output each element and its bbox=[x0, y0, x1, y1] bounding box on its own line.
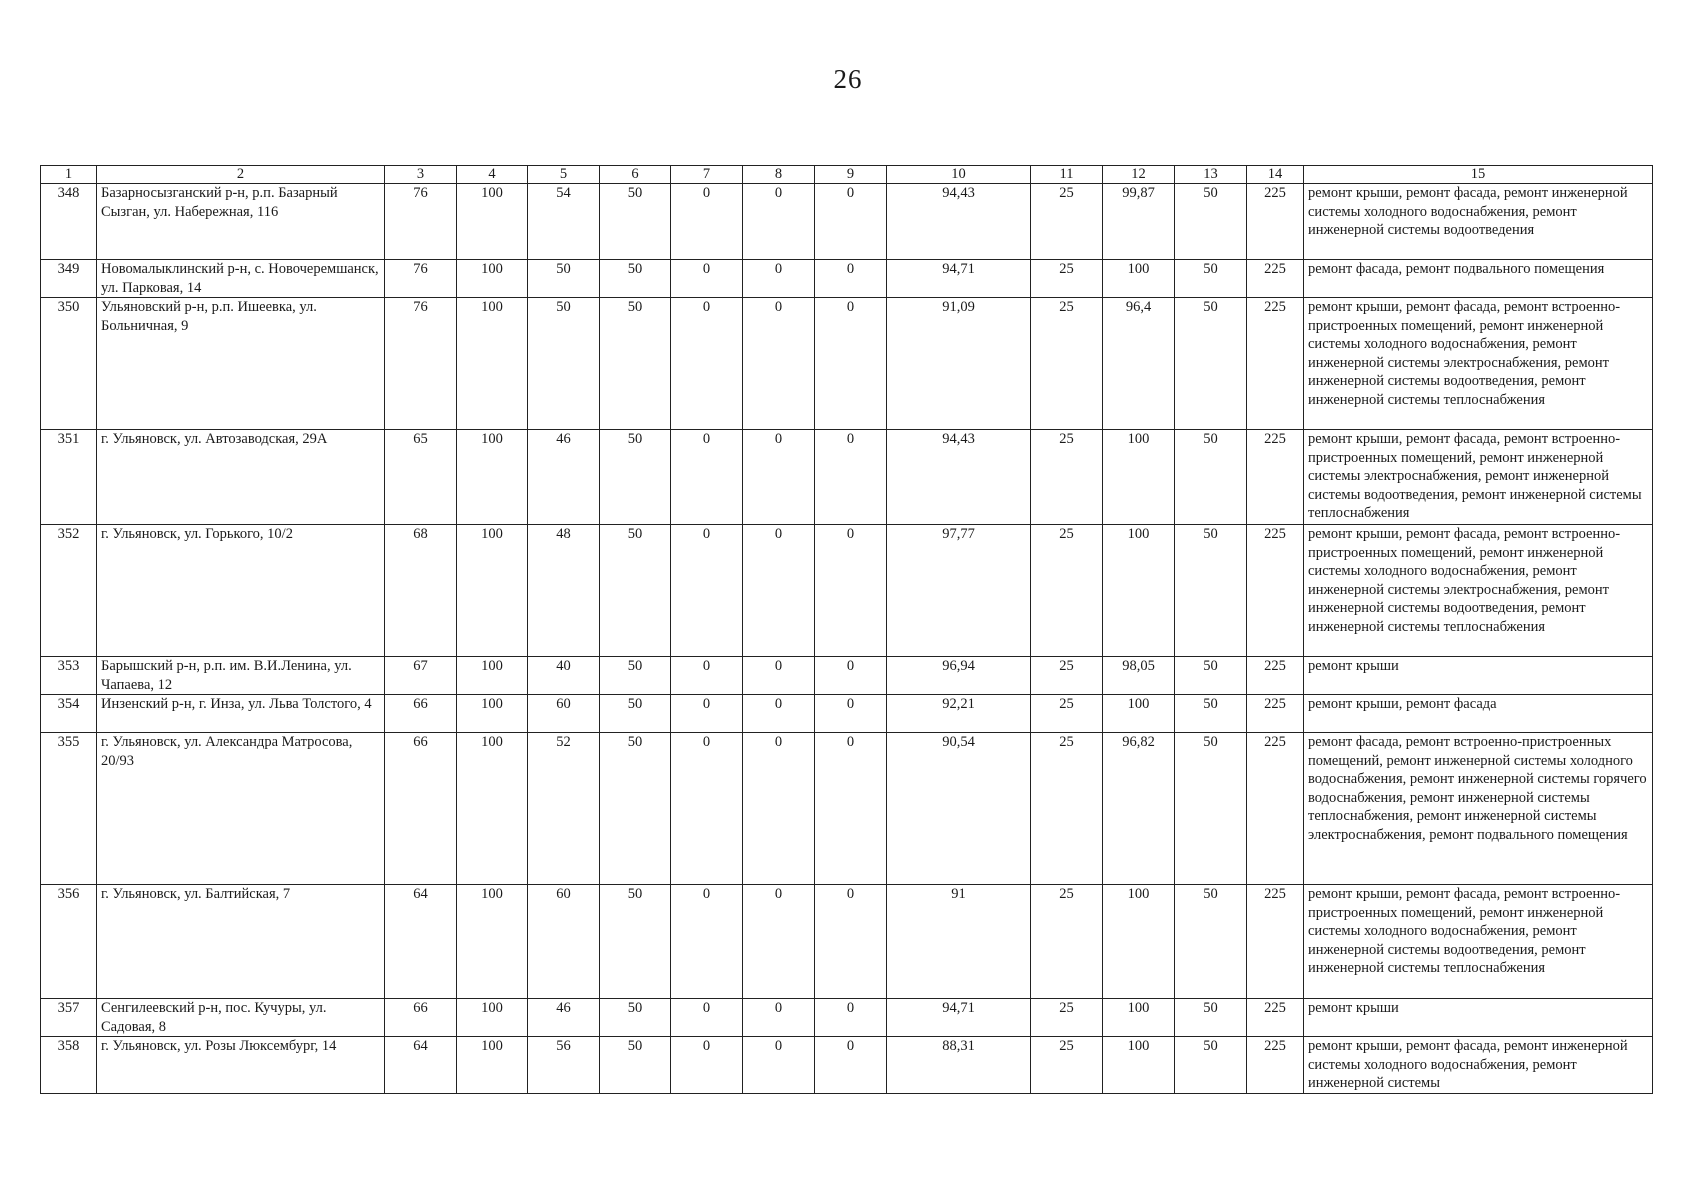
col-5-value: 50 bbox=[528, 260, 600, 298]
col-12-value: 100 bbox=[1103, 999, 1175, 1037]
col-10-value: 88,31 bbox=[887, 1037, 1031, 1094]
col-14-value: 225 bbox=[1247, 1037, 1304, 1094]
col-5-value: 46 bbox=[528, 999, 600, 1037]
col-10-value: 90,54 bbox=[887, 733, 1031, 885]
col-3-value: 65 bbox=[385, 430, 457, 525]
col-11-value: 25 bbox=[1031, 430, 1103, 525]
table-row bbox=[41, 657, 1653, 695]
col-7-value: 0 bbox=[671, 1037, 743, 1094]
col-4-value: 100 bbox=[457, 298, 528, 430]
col-3-value: 76 bbox=[385, 260, 457, 298]
row-number: 355 bbox=[41, 733, 97, 885]
col-6-value: 50 bbox=[600, 298, 671, 430]
works-list: ремонт крыши, ремонт фасада, ремонт инженерной системы холодного водоснабжения, ремонт инженерной системы водоотведения bbox=[1304, 184, 1653, 260]
col-8-value: 0 bbox=[743, 298, 815, 430]
col-5-value: 56 bbox=[528, 1037, 600, 1094]
col-12-value: 100 bbox=[1103, 260, 1175, 298]
col-4-value: 100 bbox=[457, 885, 528, 999]
table-row bbox=[41, 184, 1653, 260]
col-3-value: 64 bbox=[385, 885, 457, 999]
col-10-value: 94,71 bbox=[887, 999, 1031, 1037]
column-header: 2 bbox=[97, 166, 385, 184]
col-7-value: 0 bbox=[671, 733, 743, 885]
col-8-value: 0 bbox=[743, 885, 815, 999]
col-7-value: 0 bbox=[671, 885, 743, 999]
col-7-value: 0 bbox=[671, 298, 743, 430]
col-8-value: 0 bbox=[743, 695, 815, 733]
col-12-value: 100 bbox=[1103, 695, 1175, 733]
col-10-value: 96,94 bbox=[887, 657, 1031, 695]
table-row bbox=[41, 733, 1653, 885]
col-8-value: 0 bbox=[743, 657, 815, 695]
row-number: 352 bbox=[41, 525, 97, 657]
col-14-value: 225 bbox=[1247, 430, 1304, 525]
table-row bbox=[41, 260, 1653, 298]
col-3-value: 66 bbox=[385, 695, 457, 733]
col-12-value: 96,82 bbox=[1103, 733, 1175, 885]
table-row bbox=[41, 1037, 1653, 1094]
col-4-value: 100 bbox=[457, 695, 528, 733]
address: Барышский р-н, р.п. им. В.И.Ленина, ул. Чапаева, 12 bbox=[97, 657, 385, 695]
col-9-value: 0 bbox=[815, 657, 887, 695]
column-header: 12 bbox=[1103, 166, 1175, 184]
col-6-value: 50 bbox=[600, 695, 671, 733]
table-body bbox=[41, 166, 1653, 1094]
col-12-value: 99,87 bbox=[1103, 184, 1175, 260]
col-10-value: 94,43 bbox=[887, 430, 1031, 525]
col-3-value: 66 bbox=[385, 733, 457, 885]
col-8-value: 0 bbox=[743, 260, 815, 298]
col-12-value: 100 bbox=[1103, 1037, 1175, 1094]
column-header: 9 bbox=[815, 166, 887, 184]
col-8-value: 0 bbox=[743, 430, 815, 525]
column-header: 13 bbox=[1175, 166, 1247, 184]
col-14-value: 225 bbox=[1247, 657, 1304, 695]
col-14-value: 225 bbox=[1247, 184, 1304, 260]
works-list: ремонт крыши, ремонт фасада bbox=[1304, 695, 1653, 733]
col-10-value: 94,71 bbox=[887, 260, 1031, 298]
col-14-value: 225 bbox=[1247, 260, 1304, 298]
table-row bbox=[41, 695, 1653, 733]
col-9-value: 0 bbox=[815, 525, 887, 657]
works-list: ремонт крыши, ремонт фасада, ремонт инженерной системы холодного водоснабжения, ремонт инженерной системы bbox=[1304, 1037, 1653, 1094]
col-13-value: 50 bbox=[1175, 430, 1247, 525]
address: Новомалыклинский р-н, с. Новочеремшанск, ул. Парковая, 14 bbox=[97, 260, 385, 298]
works-list: ремонт крыши, ремонт фасада, ремонт встроенно-пристроенных помещений, ремонт инженерной системы электроснабжения, ремонт инженерной системы водоотведения, ремонт инженерной системы теплоснабжения bbox=[1304, 430, 1653, 525]
col-4-value: 100 bbox=[457, 184, 528, 260]
row-number: 349 bbox=[41, 260, 97, 298]
col-11-value: 25 bbox=[1031, 260, 1103, 298]
col-4-value: 100 bbox=[457, 999, 528, 1037]
col-14-value: 225 bbox=[1247, 999, 1304, 1037]
col-13-value: 50 bbox=[1175, 260, 1247, 298]
col-3-value: 76 bbox=[385, 298, 457, 430]
col-11-value: 25 bbox=[1031, 184, 1103, 260]
col-14-value: 225 bbox=[1247, 885, 1304, 999]
col-8-value: 0 bbox=[743, 525, 815, 657]
col-8-value: 0 bbox=[743, 1037, 815, 1094]
col-9-value: 0 bbox=[815, 999, 887, 1037]
col-9-value: 0 bbox=[815, 260, 887, 298]
works-list: ремонт крыши bbox=[1304, 657, 1653, 695]
works-list: ремонт крыши, ремонт фасада, ремонт встроенно-пристроенных помещений, ремонт инженерной системы холодного водоснабжения, ремонт инженерной системы водоотведения, ремонт инженерной системы теплоснабжения bbox=[1304, 885, 1653, 999]
col-9-value: 0 bbox=[815, 298, 887, 430]
col-10-value: 97,77 bbox=[887, 525, 1031, 657]
col-10-value: 91 bbox=[887, 885, 1031, 999]
col-13-value: 50 bbox=[1175, 657, 1247, 695]
col-12-value: 100 bbox=[1103, 430, 1175, 525]
col-9-value: 0 bbox=[815, 733, 887, 885]
col-7-value: 0 bbox=[671, 525, 743, 657]
column-header: 6 bbox=[600, 166, 671, 184]
col-5-value: 52 bbox=[528, 733, 600, 885]
col-5-value: 50 bbox=[528, 298, 600, 430]
column-header: 1 bbox=[41, 166, 97, 184]
column-header: 4 bbox=[457, 166, 528, 184]
col-7-value: 0 bbox=[671, 184, 743, 260]
col-3-value: 64 bbox=[385, 1037, 457, 1094]
col-13-value: 50 bbox=[1175, 298, 1247, 430]
row-number: 353 bbox=[41, 657, 97, 695]
col-4-value: 100 bbox=[457, 430, 528, 525]
col-8-value: 0 bbox=[743, 184, 815, 260]
col-5-value: 48 bbox=[528, 525, 600, 657]
address: г. Ульяновск, ул. Автозаводская, 29А bbox=[97, 430, 385, 525]
column-header: 11 bbox=[1031, 166, 1103, 184]
row-number: 348 bbox=[41, 184, 97, 260]
table-row bbox=[41, 525, 1653, 657]
col-14-value: 225 bbox=[1247, 298, 1304, 430]
col-12-value: 98,05 bbox=[1103, 657, 1175, 695]
col-4-value: 100 bbox=[457, 1037, 528, 1094]
col-9-value: 0 bbox=[815, 695, 887, 733]
col-8-value: 0 bbox=[743, 999, 815, 1037]
row-number: 358 bbox=[41, 1037, 97, 1094]
address: г. Ульяновск, ул. Балтийская, 7 bbox=[97, 885, 385, 999]
column-header: 14 bbox=[1247, 166, 1304, 184]
col-14-value: 225 bbox=[1247, 733, 1304, 885]
col-11-value: 25 bbox=[1031, 733, 1103, 885]
works-list: ремонт крыши bbox=[1304, 999, 1653, 1037]
row-number: 357 bbox=[41, 999, 97, 1037]
address: г. Ульяновск, ул. Александра Матросова, 20/93 bbox=[97, 733, 385, 885]
address: Инзенский р-н, г. Инза, ул. Льва Толстого, 4 bbox=[97, 695, 385, 733]
works-list: ремонт фасада, ремонт подвального помещения bbox=[1304, 260, 1653, 298]
col-10-value: 92,21 bbox=[887, 695, 1031, 733]
address: г. Ульяновск, ул. Горького, 10/2 bbox=[97, 525, 385, 657]
col-7-value: 0 bbox=[671, 430, 743, 525]
column-header: 5 bbox=[528, 166, 600, 184]
col-9-value: 0 bbox=[815, 430, 887, 525]
col-5-value: 40 bbox=[528, 657, 600, 695]
col-5-value: 60 bbox=[528, 695, 600, 733]
page-number: 26 bbox=[833, 64, 863, 94]
column-number-header-row bbox=[41, 166, 1653, 184]
col-14-value: 225 bbox=[1247, 525, 1304, 657]
col-11-value: 25 bbox=[1031, 657, 1103, 695]
table-row bbox=[41, 999, 1653, 1037]
col-3-value: 68 bbox=[385, 525, 457, 657]
col-6-value: 50 bbox=[600, 733, 671, 885]
row-number: 351 bbox=[41, 430, 97, 525]
column-header: 7 bbox=[671, 166, 743, 184]
col-5-value: 60 bbox=[528, 885, 600, 999]
col-3-value: 66 bbox=[385, 999, 457, 1037]
address: Сенгилеевский р-н, пос. Кучуры, ул. Садовая, 8 bbox=[97, 999, 385, 1037]
col-6-value: 50 bbox=[600, 430, 671, 525]
col-11-value: 25 bbox=[1031, 298, 1103, 430]
address: Ульяновский р-н, р.п. Ишеевка, ул. Больничная, 9 bbox=[97, 298, 385, 430]
col-13-value: 50 bbox=[1175, 733, 1247, 885]
col-12-value: 96,4 bbox=[1103, 298, 1175, 430]
col-6-value: 50 bbox=[600, 184, 671, 260]
col-6-value: 50 bbox=[600, 999, 671, 1037]
table-row bbox=[41, 298, 1653, 430]
address: Базарносызганский р-н, р.п. Базарный Сызган, ул. Набережная, 116 bbox=[97, 184, 385, 260]
table-row bbox=[41, 885, 1653, 999]
col-14-value: 225 bbox=[1247, 695, 1304, 733]
col-11-value: 25 bbox=[1031, 1037, 1103, 1094]
col-10-value: 91,09 bbox=[887, 298, 1031, 430]
repair-register-table bbox=[40, 165, 1653, 1094]
col-10-value: 94,43 bbox=[887, 184, 1031, 260]
col-12-value: 100 bbox=[1103, 885, 1175, 999]
col-9-value: 0 bbox=[815, 1037, 887, 1094]
col-4-value: 100 bbox=[457, 525, 528, 657]
col-6-value: 50 bbox=[600, 657, 671, 695]
col-9-value: 0 bbox=[815, 184, 887, 260]
col-6-value: 50 bbox=[600, 260, 671, 298]
col-11-value: 25 bbox=[1031, 885, 1103, 999]
col-7-value: 0 bbox=[671, 260, 743, 298]
col-4-value: 100 bbox=[457, 657, 528, 695]
row-number: 354 bbox=[41, 695, 97, 733]
row-number: 350 bbox=[41, 298, 97, 430]
col-11-value: 25 bbox=[1031, 695, 1103, 733]
col-13-value: 50 bbox=[1175, 999, 1247, 1037]
col-7-value: 0 bbox=[671, 657, 743, 695]
col-13-value: 50 bbox=[1175, 184, 1247, 260]
col-11-value: 25 bbox=[1031, 999, 1103, 1037]
row-number: 356 bbox=[41, 885, 97, 999]
col-13-value: 50 bbox=[1175, 695, 1247, 733]
column-header: 15 bbox=[1304, 166, 1653, 184]
works-list: ремонт крыши, ремонт фасада, ремонт встроенно-пристроенных помещений, ремонт инженерной системы холодного водоснабжения, ремонт инженерной системы электроснабжения, ремонт инженерной системы водоотведения, ремонт инженерной системы теплоснабжения bbox=[1304, 525, 1653, 657]
works-list: ремонт крыши, ремонт фасада, ремонт встроенно-пристроенных помещений, ремонт инженерной системы холодного водоснабжения, ремонт инженерной системы электроснабжения, ремонт инженерной системы водоотведения, ремонт инженерной системы теплоснабжения bbox=[1304, 298, 1653, 430]
col-4-value: 100 bbox=[457, 733, 528, 885]
column-header: 8 bbox=[743, 166, 815, 184]
col-7-value: 0 bbox=[671, 999, 743, 1037]
col-13-value: 50 bbox=[1175, 525, 1247, 657]
table-row bbox=[41, 430, 1653, 525]
works-list: ремонт фасада, ремонт встроенно-пристроенных помещений, ремонт инженерной системы холодного водоснабжения, ремонт инженерной системы горячего водоснабжения, ремонт инженерной системы теплоснабжения, ремонт инженерной системы электроснабжения, ремонт подвального помещения bbox=[1304, 733, 1653, 885]
column-header: 3 bbox=[385, 166, 457, 184]
col-11-value: 25 bbox=[1031, 525, 1103, 657]
col-3-value: 76 bbox=[385, 184, 457, 260]
col-13-value: 50 bbox=[1175, 1037, 1247, 1094]
col-6-value: 50 bbox=[600, 1037, 671, 1094]
col-13-value: 50 bbox=[1175, 885, 1247, 999]
col-9-value: 0 bbox=[815, 885, 887, 999]
col-8-value: 0 bbox=[743, 733, 815, 885]
address: г. Ульяновск, ул. Розы Люксембург, 14 bbox=[97, 1037, 385, 1094]
col-5-value: 54 bbox=[528, 184, 600, 260]
col-6-value: 50 bbox=[600, 885, 671, 999]
col-12-value: 100 bbox=[1103, 525, 1175, 657]
col-6-value: 50 bbox=[600, 525, 671, 657]
col-4-value: 100 bbox=[457, 260, 528, 298]
col-5-value: 46 bbox=[528, 430, 600, 525]
col-3-value: 67 bbox=[385, 657, 457, 695]
column-header: 10 bbox=[887, 166, 1031, 184]
col-7-value: 0 bbox=[671, 695, 743, 733]
